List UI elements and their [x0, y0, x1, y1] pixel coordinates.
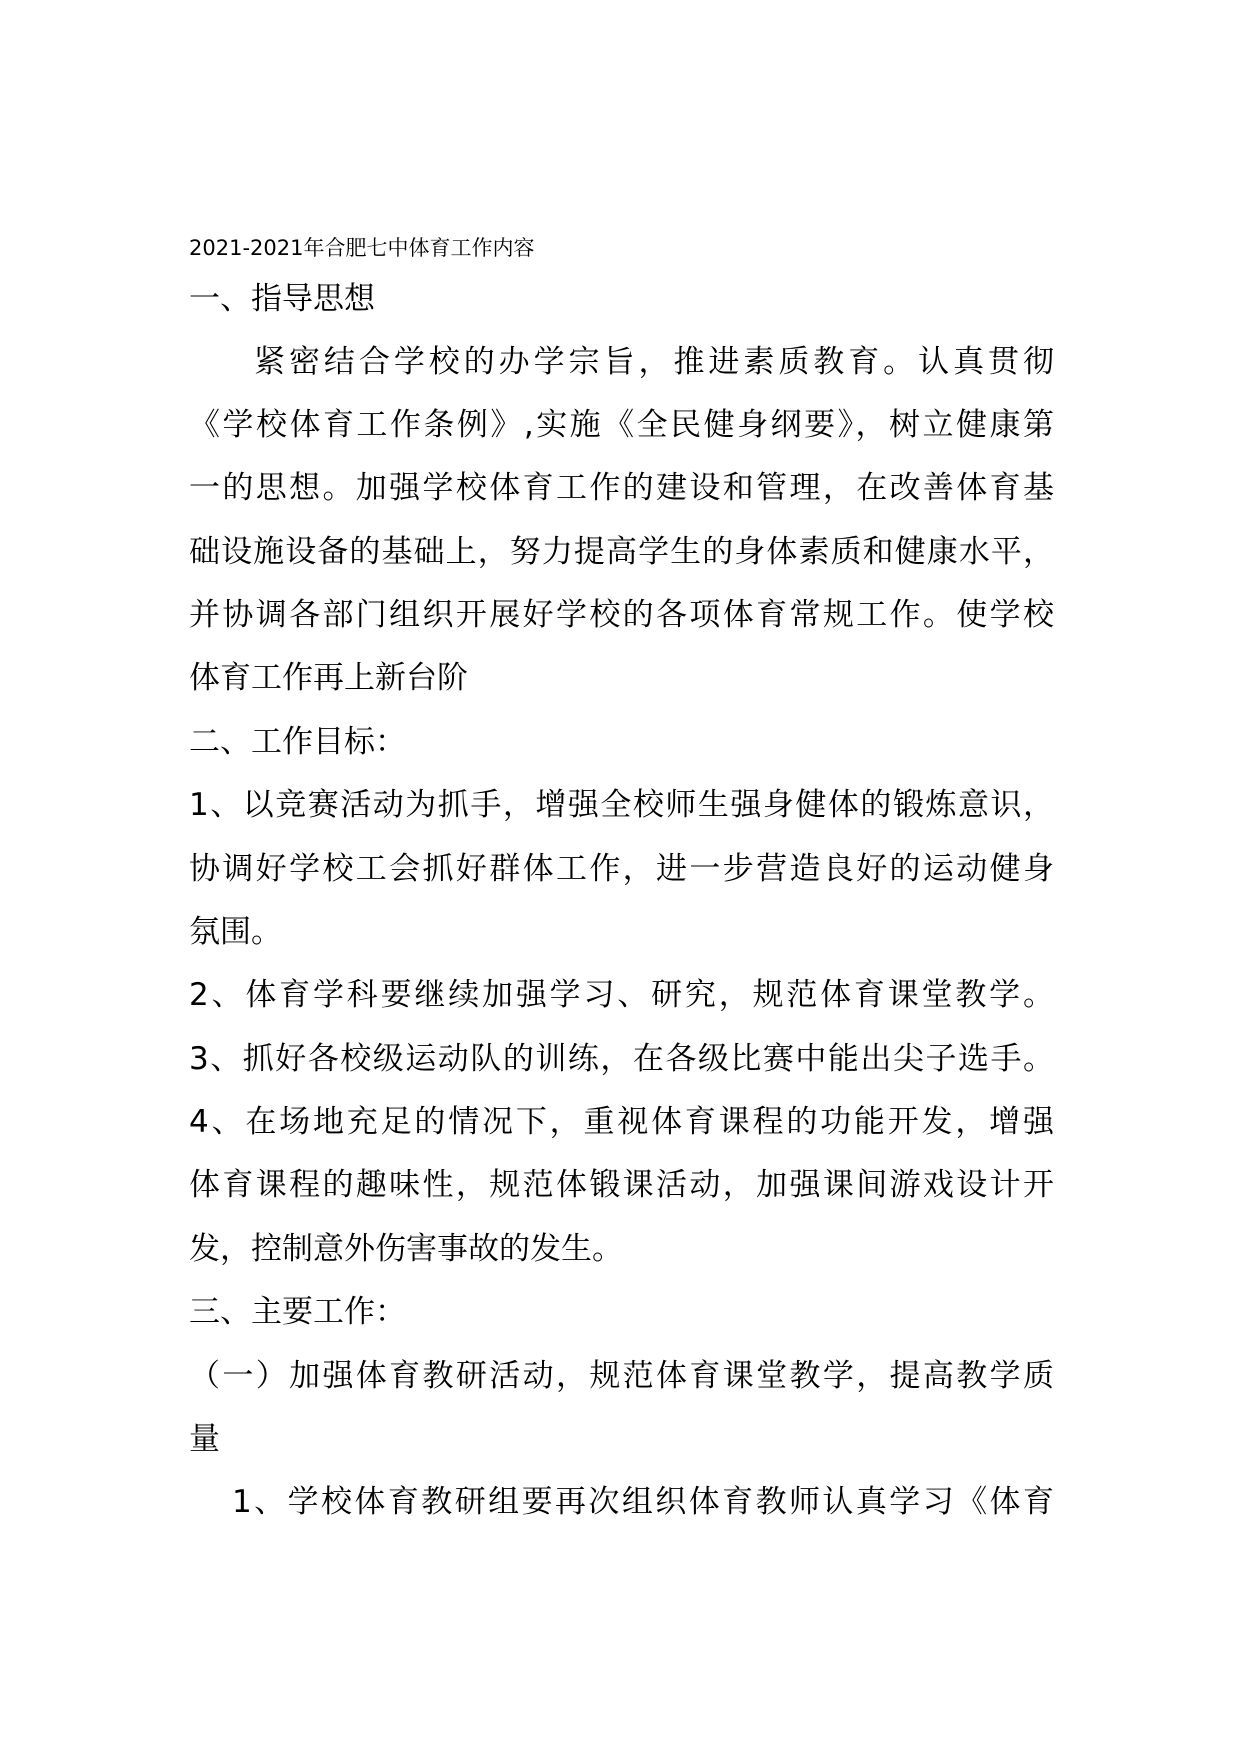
list-item-line: 1、以竞赛活动为抓手，增强全校师生强身健体的锻炼意识，	[189, 787, 1054, 823]
list-item-line: 氛围。	[189, 914, 282, 950]
subsection-heading-line: （一）加强体育教研活动，规范体育课堂教学，提高教学质	[189, 1358, 1054, 1394]
list-item-line: 协调好学校工会抓好群体工作，进一步营造良好的运动健身	[189, 851, 1054, 887]
paragraph-line: 并协调各部门组织开展好学校的各项体育常规工作。使学校	[189, 597, 1054, 633]
list-item-line: 1、学校体育教研组要再次组织体育教师认真学习《体育	[232, 1484, 1054, 1520]
paragraph-line: 紧密结合学校的办学宗旨，推进素质教育。认真贯彻	[254, 344, 1054, 380]
list-item-line: 4、在场地充足的情况下，重视体育课程的功能开发，增强	[189, 1104, 1054, 1140]
paragraph-line: 础设施设备的基础上，努力提高学生的身体素质和健康水平，	[189, 534, 1054, 570]
paragraph-line: 《学校体育工作条例》,实施《全民健身纲要》，树立健康第	[189, 407, 1054, 443]
list-item-line: 2、体育学科要继续加强学习、研究，规范体育课堂教学。	[189, 977, 1054, 1013]
paragraph-line: 一的思想。加强学校体育工作的建设和管理，在改善体育基	[189, 470, 1054, 506]
section-heading-3: 三、主要工作：	[189, 1294, 406, 1330]
document-title: 2021-2021年合肥七中体育工作内容	[189, 236, 535, 260]
section-heading-2: 二、工作目标：	[189, 724, 406, 760]
list-item-line: 3、抓好各校级运动队的训练，在各级比赛中能出尖子选手。	[189, 1041, 1054, 1077]
list-item-line: 发，控制意外伤害事故的发生。	[189, 1231, 623, 1267]
subsection-heading-line: 量	[189, 1421, 220, 1457]
section-heading-1: 一、指导思想	[189, 281, 375, 317]
list-item-line: 体育课程的趣味性，规范体锻课活动，加强课间游戏设计开	[189, 1167, 1054, 1203]
paragraph-line: 体育工作再上新台阶	[189, 660, 468, 696]
